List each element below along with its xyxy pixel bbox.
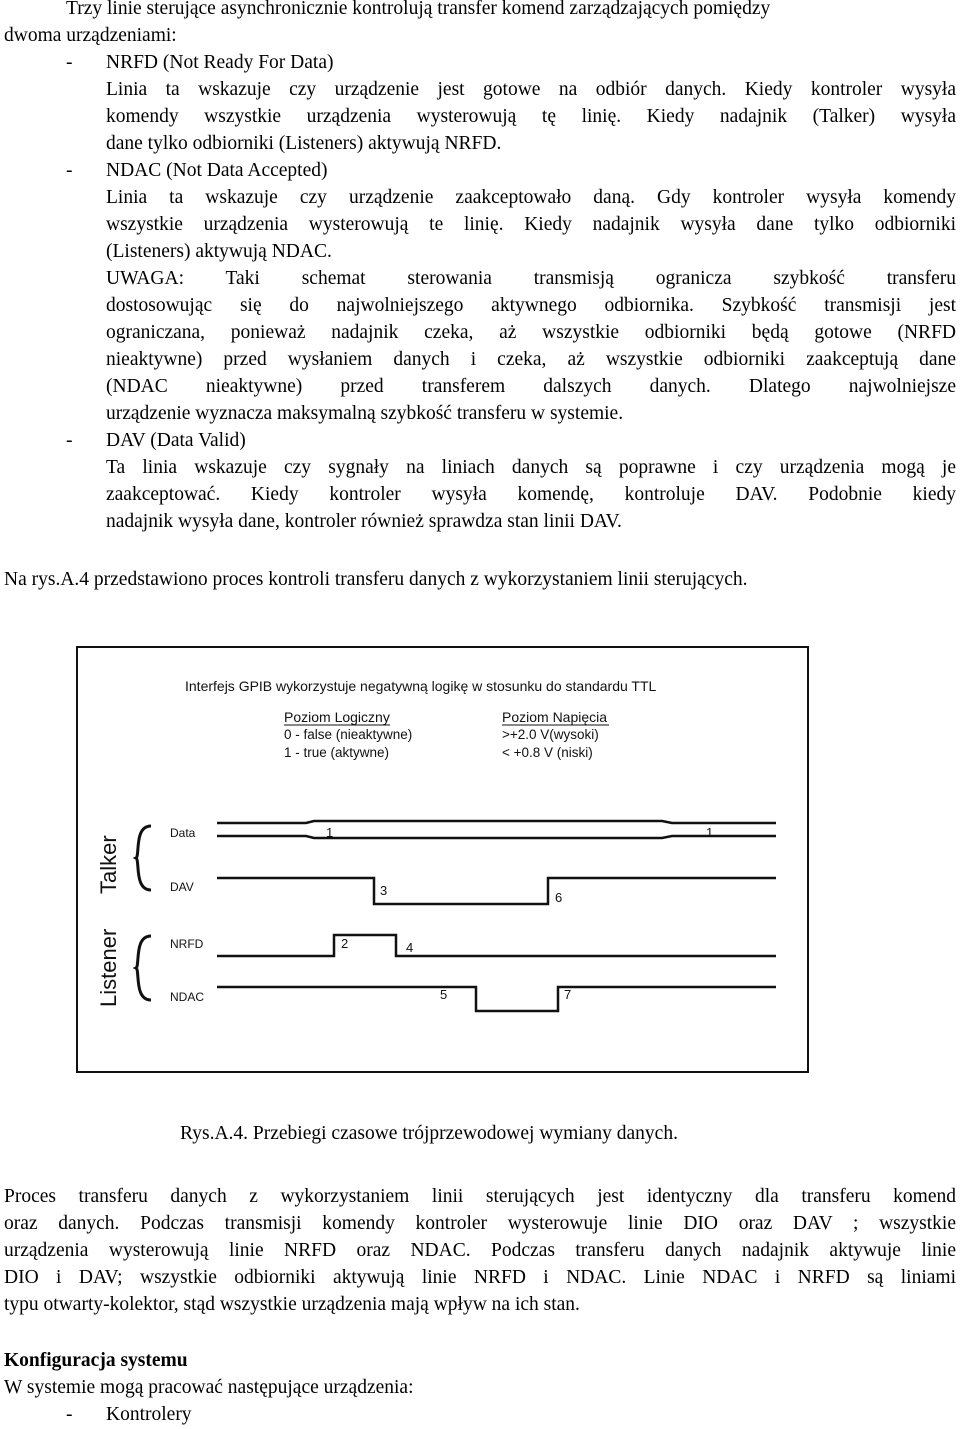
signal-label-nrfd: NRFD: [170, 937, 204, 951]
nrfd-text-3: dane tylko odbiorniki (Listeners) aktywują NRFD.: [106, 133, 502, 154]
figure-title: Interfejs GPIB wykorzystuje negatywną logikę w stosunku do standardu TTL: [185, 678, 657, 694]
figure-caption: Rys.A.4. Przebiegi czasowe trójprzewodowej wymiany danych.: [180, 1123, 678, 1144]
ndac-text-1: Linia ta wskazuje czy urządzenie zaakceptowało daną. Gdy kontroler wysyła komendy: [106, 187, 956, 208]
marker-7: 7: [564, 987, 572, 1002]
ndac-text-2: wszystkie urządzenia wysterowują te linię. Kiedy nadajnik wysyła dane tylko odbiorniki: [106, 214, 956, 235]
config-intro: W systemie mogą pracować następujące urządzenia:: [4, 1377, 414, 1398]
process-text-1: Proces transferu danych z wykorzystaniem linii sterujących jest identyczny dla transferu komend: [4, 1186, 956, 1207]
signal-label-dav: DAV: [170, 880, 194, 894]
warning-1: UWAGA: Taki schemat sterowania transmisją ogranicza szybkość transferu: [106, 268, 956, 289]
timing-diagram: [76, 646, 810, 1074]
voltage-low: < +0.8 V (niski): [502, 745, 593, 760]
dav-text-2: zaakceptować. Kiedy kontroler wysyła komendę, kontroluje DAV. Podobnie kiedy: [106, 484, 956, 505]
dav-text-3: nadajnik wysyła dane, kontroler również sprawdza stan linii DAV.: [106, 511, 622, 532]
dav-text-1: Ta linia wskazuje czy sygnały na liniach danych są poprawne i czy urządzenia mogą je: [106, 457, 956, 478]
dav-title: DAV (Data Valid): [106, 430, 246, 451]
talker-label: Talker: [96, 835, 121, 894]
marker-6: 6: [555, 890, 563, 905]
marker-4: 4: [406, 940, 414, 955]
warning-4: nieaktywne) przed wysłaniem danych i czeka, aż wszystkie odbiorniki zaakceptują dane: [106, 349, 956, 370]
process-text-5: typu otwarty-kolektor, stąd wszystkie urządzenia mają wpływ na ich stan.: [4, 1294, 580, 1315]
config-heading: Konfiguracja systemu: [4, 1350, 188, 1371]
signal-label-data: Data: [170, 826, 196, 840]
logic-one: 1 - true (aktywne): [284, 745, 390, 760]
voltage-high: >+2.0 V(wysoki): [502, 727, 599, 742]
intro-line-2: dwoma urządzeniami:: [4, 25, 177, 46]
process-text-3: urządzenia wysterowują linie NRFD oraz NDAC. Podczas transferu danych nadajnik aktywuje linie: [4, 1240, 956, 1261]
nrfd-text-2: komendy wszystkie urządzenia wysterowują tę linię. Kiedy nadajnik (Talker) wysyła: [106, 106, 956, 127]
logic-zero: 0 - false (nieaktywne): [284, 727, 413, 742]
warning-5: (NDAC nieaktywne) przed transferem dalszych danych. Dlatego najwolniejsze: [106, 376, 956, 397]
nrfd-title: NRFD (Not Ready For Data): [106, 52, 334, 73]
marker-5: 5: [440, 987, 448, 1002]
config-item-controllers: Kontrolery: [106, 1404, 192, 1425]
ndac-title: NDAC (Not Data Accepted): [106, 160, 328, 181]
nrfd-dash: -: [66, 52, 73, 73]
marker-3: 3: [380, 883, 388, 898]
marker-1a: 1: [326, 825, 334, 840]
logic-heading: Poziom Logiczny: [284, 709, 390, 725]
warning-6: urządzenie wyznacza maksymalną szybkość transferu w systemie.: [106, 403, 624, 424]
dav-dash: -: [66, 430, 73, 451]
warning-2: dostosowując się do najwolniejszego aktywnego odbiornika. Szybkość transmisji jest: [106, 295, 956, 316]
signal-label-ndac: NDAC: [170, 990, 205, 1004]
voltage-heading: Poziom Napięcia: [502, 709, 608, 725]
ndac-dash: -: [66, 160, 73, 181]
listener-label: Listener: [96, 928, 121, 1007]
figure-frame: [77, 647, 808, 1072]
marker-2: 2: [341, 936, 349, 951]
ndac-text-3: (Listeners) aktywują NDAC.: [106, 241, 332, 262]
nrfd-text-1: Linia ta wskazuje czy urządzenie jest gotowe na odbiór danych. Kiedy kontroler wysyła: [106, 79, 956, 100]
intro-line-1: Trzy linie sterujące asynchronicznie kontrolują transfer komend zarządzających pomiędzy: [66, 0, 771, 19]
warning-3: ograniczana, ponieważ nadajnik czeka, aż wszystkie odbiorniki będą gotowe (NRFD: [106, 322, 956, 343]
marker-1b: 1: [706, 825, 714, 840]
process-text-2: oraz danych. Podczas transmisji komendy kontroler wysterowuje linie DIO oraz DAV ; wszystkie: [4, 1213, 956, 1234]
figure-reference: Na rys.A.4 przedstawiono proces kontroli transferu danych z wykorzystaniem linii sterujących.: [4, 569, 748, 590]
config-item-dash: -: [66, 1404, 73, 1425]
process-text-4: DIO i DAV; wszystkie odbiorniki aktywują linie NRFD i NDAC. Linie NDAC i NRFD są liniami: [4, 1267, 956, 1288]
